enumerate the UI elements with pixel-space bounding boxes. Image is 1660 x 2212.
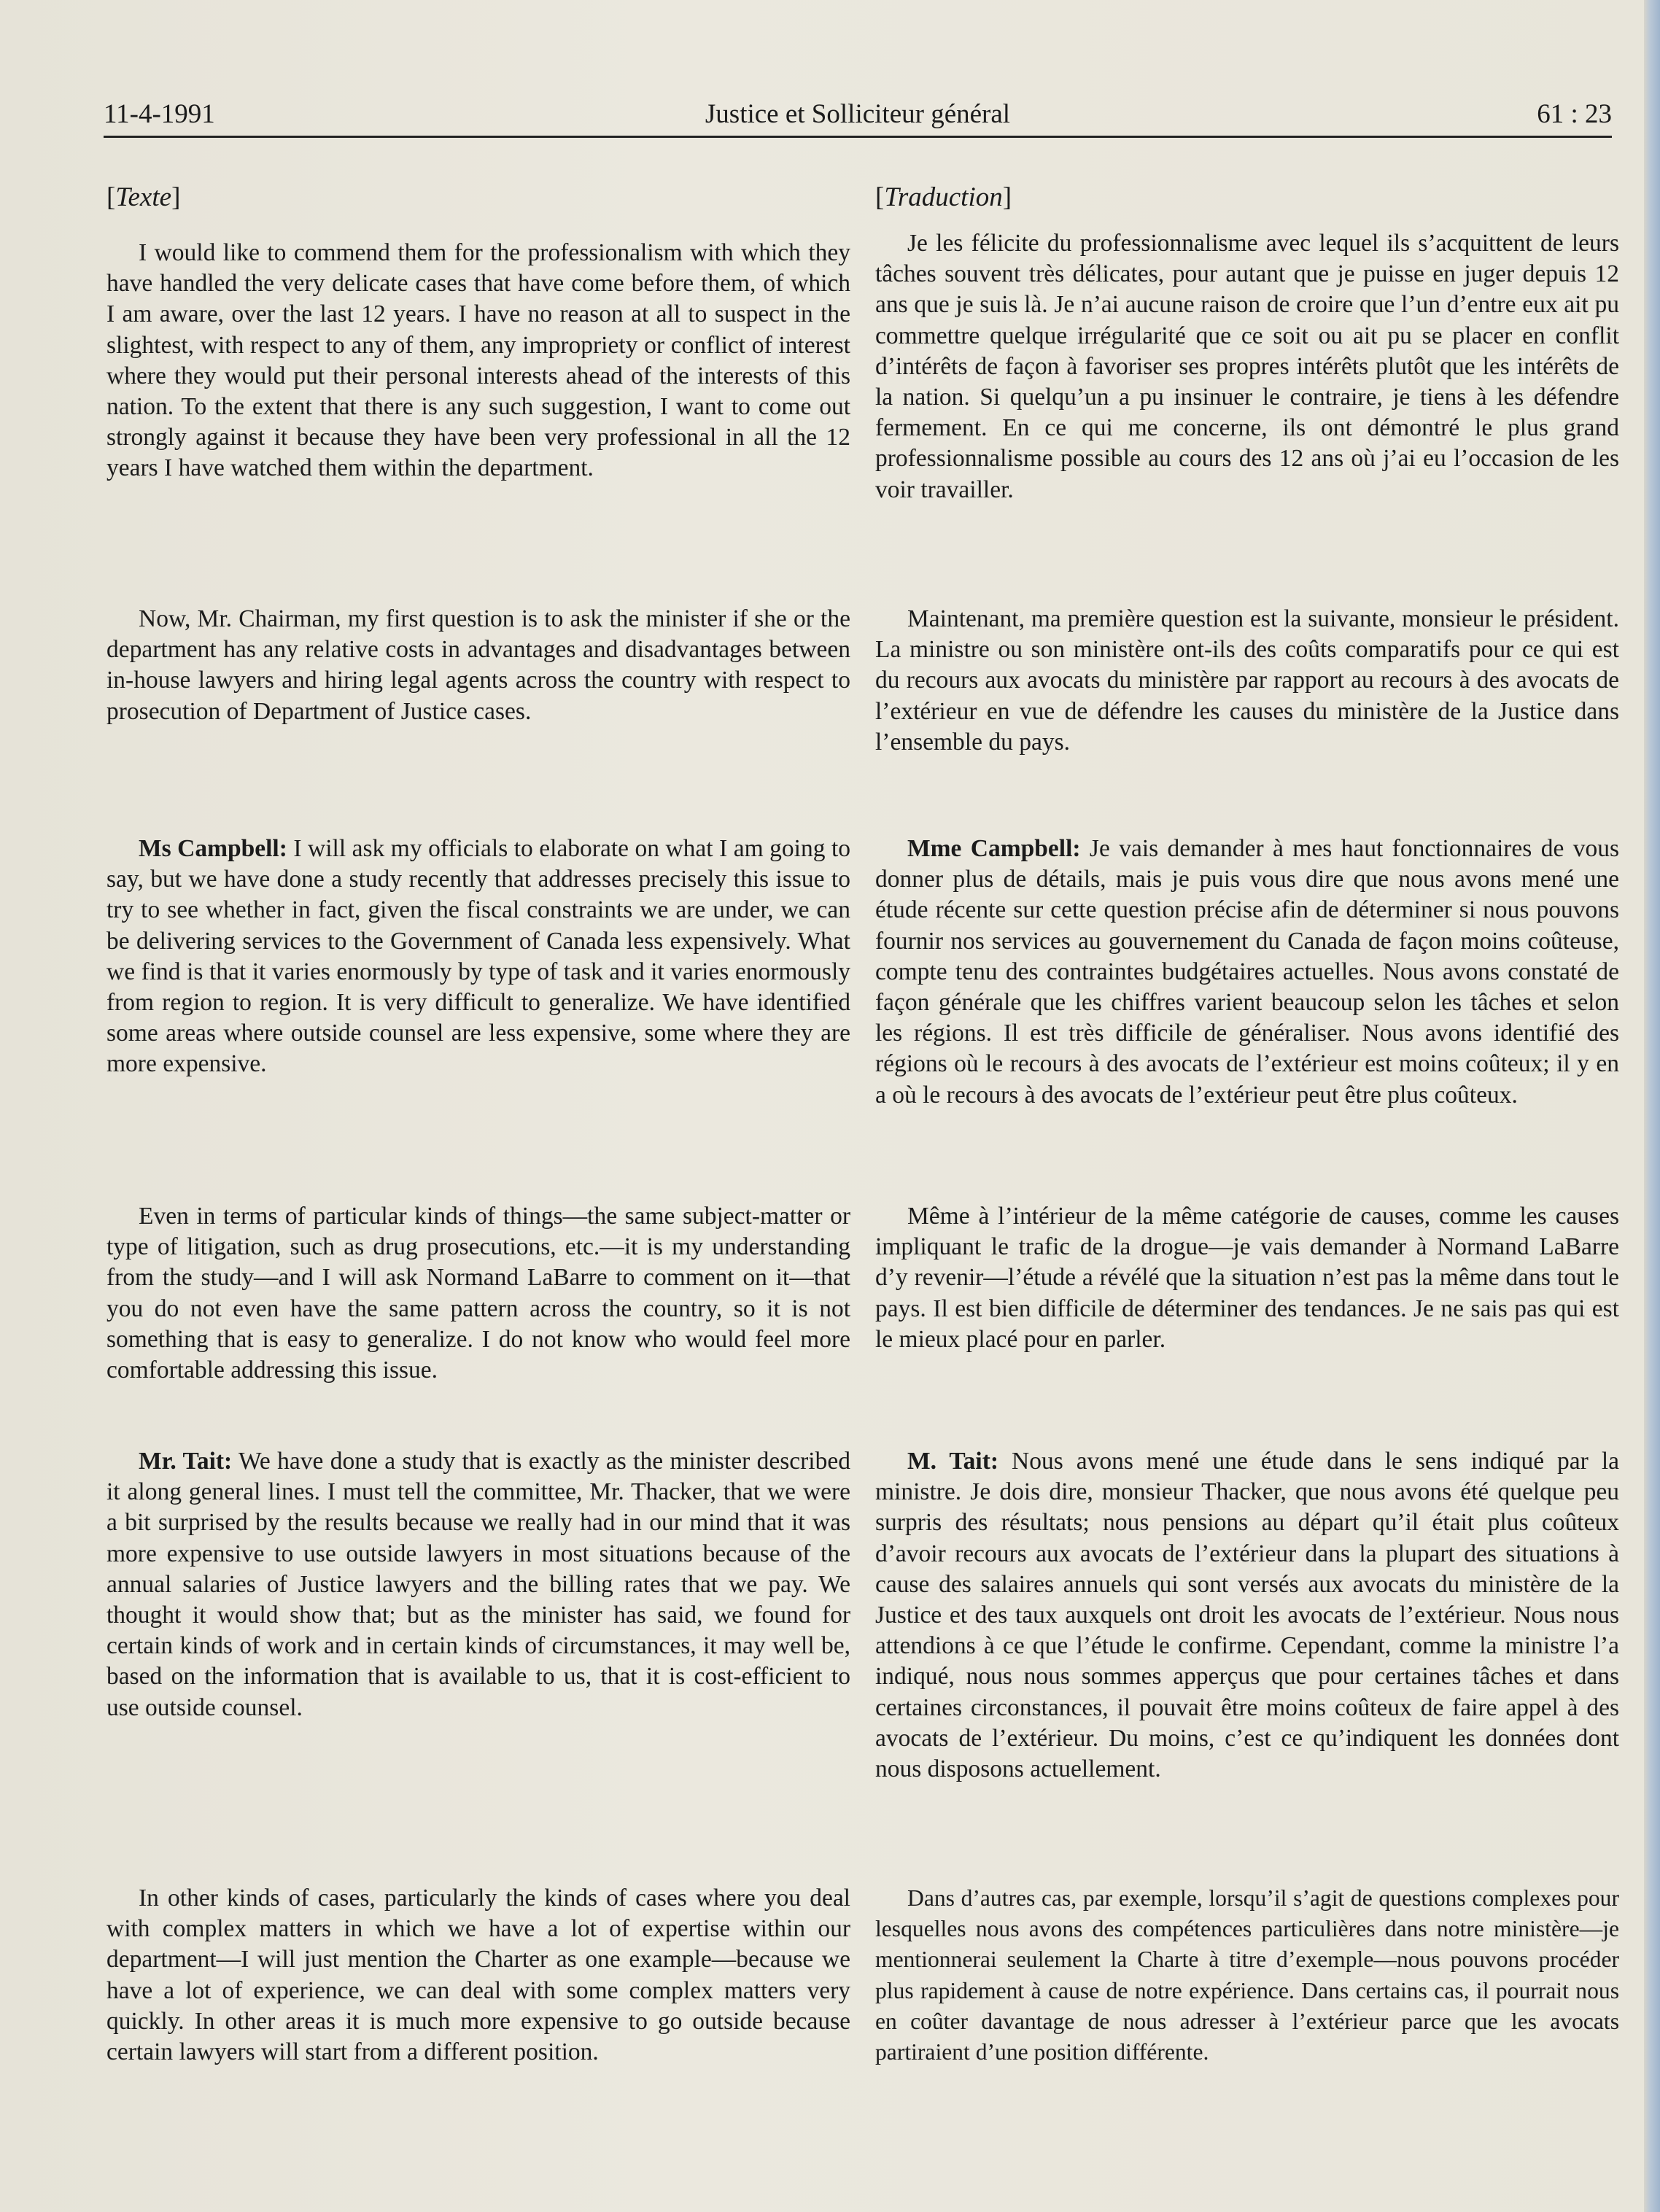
paragraph-text: Même à l’intérieur de la même catégorie de causes, comme les causes impliquant le trafic de la drogue—je vais demander à Normand LaBarre d’y revenir—l’étude a révélé que la situation n’est pas la même dans tout le pays. Il est bien difficile de déterminer des tendances. Je ne sais pas qui est le mieux placé pour en parler. — [875, 1203, 1619, 1353]
paragraph — [875, 834, 1619, 1111]
right-column — [875, 182, 1619, 2137]
paragraph — [875, 228, 1619, 505]
paragraph — [875, 1201, 1619, 1355]
speaker-name: Mme Campbell: — [907, 835, 1081, 862]
header-title: Justice et Solliciteur général — [705, 99, 1011, 129]
paragraph-text: Nous avons mené une étude dans le sens indiqué par la ministre. Je dois dire, monsieur Thacker, que nous avons été quelque peu surpris des résultats; nous pensions au départ qu’il était plus coûteux d’avoir recours aux avocats de l’extérieur dans la plupart des situations à cause des salaires annuels qui sont versés aux avocats du ministère de la Justice et des taux auxquels ont droit les avocats de l’extérieur. Nous nous attendions à ce que l’étude le confirme. Cependant, comme la ministre l’a indiqué, nous nous sommes apperçus que pour certaines tâches et dans certaines circonstances, il pouvait être moins coûteux de faire appel à des avocats de l’extérieur. Du moins, c’est ce qu’indiquent les données dont nous disposons actuellement. — [875, 1448, 1619, 1783]
paragraph — [106, 1201, 850, 1386]
paragraph-text: Je vais demander à mes haut fonctionnaires de vous donner plus de détails, mais je puis vous dire que nous avons mené une étude récente sur cette question précise afin de déterminer si nous pouvons fournir nos services au gouvernement du Canada de façon moins coûteuse, compte tenu des contraintes budgétaires actuelles. Nous avons constaté de façon générale que les chiffres varient beaucoup selon les tâches et selon les régions. Il est très difficile de généraliser. Nous avons identifié des régions où le recours à des avocats de l’extérieur est moins coûteux; il y en a où le recours à des avocats de l’extérieur peut être plus coûteux. — [875, 835, 1619, 1109]
paragraph — [106, 834, 850, 1080]
page-header — [104, 86, 1612, 138]
paragraph — [106, 238, 850, 484]
paragraph-text: We have done a study that is exactly as the minister described it along general lines. I must tell the committee, Mr. Thacker, that we were a bit surprised by the results because we really had in our mind that it was more expensive to use outside lawyers in most situations because of the annual salaries of Justice lawyers and the billing rates that we pay. We thought it would show that; but as the minister has said, we found for certain kinds of work and in certain kinds of circumstances, it may well be, based on the information that is available to us, that it is cost-efficient to use outside counsel. — [106, 1448, 850, 1721]
header-date: 11-4-1991 — [104, 99, 215, 129]
paragraph — [875, 1883, 1619, 2068]
paragraph — [875, 604, 1619, 758]
header-page-number: 61 : 23 — [1537, 99, 1612, 129]
column-label-traduction: [Traduction] — [875, 182, 1012, 212]
paragraph-text: In other kinds of cases, particularly the kinds of cases where you deal with complex matters in which we have a lot of expertise within our department—I will just mention the Charter as one example—because we have a lot of experience, we can deal with some complex matters very quickly. In other areas it is much more expensive to go outside because certain lawyers will start from a different position. — [106, 1885, 850, 2066]
paragraph-text: Maintenant, ma première question est la suivante, monsieur le président. La ministre ou son ministère ont-ils des coûts comparatifs pour ce qui est du recours aux avocats du ministère par rapport au recours à des avocats de l’extérieur en vue de défendre les causes du ministère de la Justice dans l’ensemble du pays. — [875, 605, 1619, 756]
page-binding-edge — [1644, 0, 1660, 2212]
column-label-texte: [Texte] — [106, 182, 181, 212]
paragraph-text: Dans d’autres cas, par exemple, lorsqu’il s’agit de questions complexes pour lesquelles nous avons des compétences particulières dans notre ministère—je mentionnerai seulement la Charte à titre d’exemple—nous pouvons procéder plus rapidement à cause de notre expérience. Dans certains cas, il pourrait nous en coûter davantage de nous adresser à l’extérieur parce que les avocats partiraient d’une position différente. — [875, 1885, 1619, 2065]
left-column — [106, 182, 850, 2137]
speaker-name: Mr. Tait: — [139, 1448, 233, 1475]
paragraph — [106, 1883, 850, 2068]
speaker-name: Ms Campbell: — [139, 835, 287, 862]
paragraph — [106, 1446, 850, 1723]
paragraph — [875, 1446, 1619, 1785]
paragraph-text: I will ask my officials to elaborate on what I am going to say, but we have done a study recently that addresses precisely this issue to try to see whether in fact, given the fiscal constraints we are under, we can be delivering services to the Government of Canada less expensively. What we find is that it varies enormously by type of task and it varies enormously from region to region. It is very difficult to generalize. We have identified some areas where outside counsel are less expensive, some where they are more expensive. — [106, 835, 851, 1078]
paragraph-text: I would like to commend them for the professionalism with which they have handled the very delicate cases that have come before them, of which I am aware, over the last 12 years. I have no reason at all to suspect in the slightest, with respect to any of them, any impropriety or conflict of interest where they would put their personal interests ahead of the interests of this nation. To the extent that there is any such suggestion, I want to come out strongly against it because they have been very professional in all the 12 years I have watched them within the department. — [106, 239, 850, 482]
paragraph-text: Now, Mr. Chairman, my first question is to ask the minister if she or the department has any relative costs in advantages and disadvantages between in-house lawyers and hiring legal agents across the country with respect to prosecution of Department of Justice cases. — [106, 605, 850, 725]
paragraph-text: Je les félicite du professionnalisme avec lequel ils s’acquittent de leurs tâches souvent très délicates, pour autant que je puisse en juger depuis 12 ans que je suis là. Je n’ai aucune raison de croire que l’un d’entre eux ait pu commettre quelque irrégularité que ce soit ou ait pu se placer en conflit d’intérêts de façon à favoriser ses propres intérêts plutôt que les intérêts de la nation. Si quelqu’un a pu insinuer le contraire, je tiens à les défendre fermement. En ce qui me concerne, ils ont démontré le plus grand professionnalisme possible au cours des 12 ans où j’ai eu l’occasion de les voir travailler. — [875, 230, 1619, 503]
paragraph — [106, 604, 850, 727]
paragraph-text: Even in terms of particular kinds of things—the same subject-matter or type of litigation, such as drug prosecutions, etc.—it is my understanding from the study—and I will ask Normand LaBarre to comment on it—that you do not even have the same pattern across the country, so it is not something that is easy to generalize. I do not know who would feel more comfortable addressing this issue. — [106, 1203, 850, 1384]
speaker-name: M. Tait: — [907, 1448, 999, 1475]
